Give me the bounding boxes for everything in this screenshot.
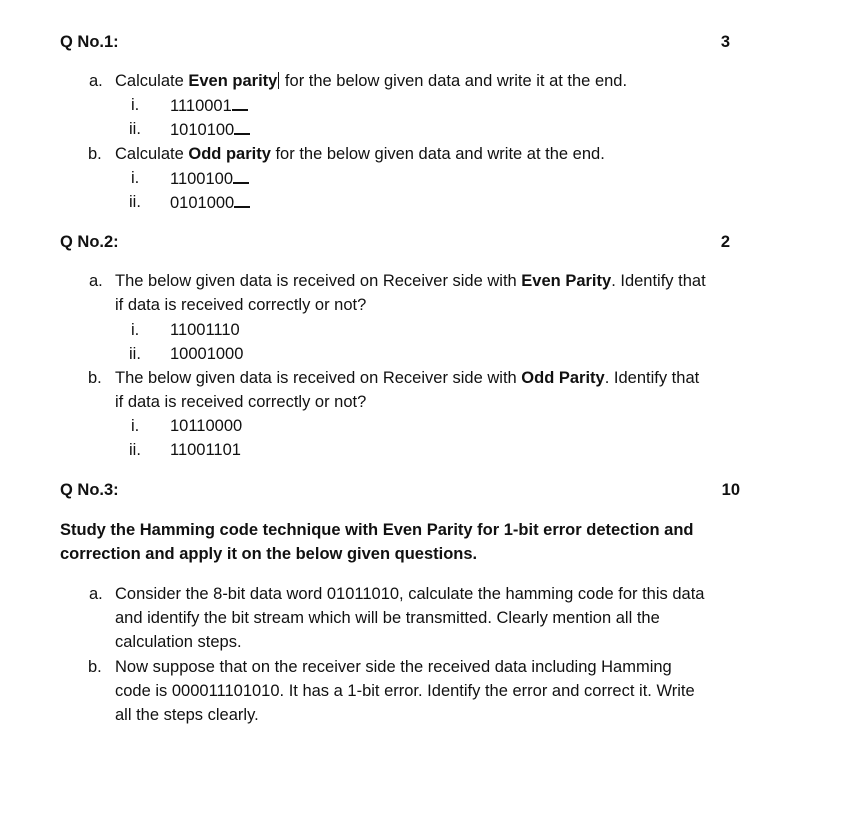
answer-blank	[232, 95, 248, 111]
q2a-item-num: i.	[131, 321, 140, 339]
q3b-line: all the steps clearly.	[115, 706, 259, 724]
q3b-line: code is 000011101010. It has a 1-bit error. Identify the error and correct it. Write	[115, 682, 695, 700]
q1a-pre: Calculate	[115, 72, 189, 90]
q1b-item	[170, 192, 250, 213]
q1b-item-value: 0101000	[170, 194, 235, 212]
q3-marks: 10	[721, 481, 740, 499]
q3a-line: Consider the 8-bit data word 01011010, calculate the hamming code for this data	[115, 585, 705, 603]
q1a-item	[170, 95, 248, 116]
answer-blank	[234, 119, 250, 135]
q1b-item	[170, 168, 249, 189]
q2b-item-value: 10110000	[170, 417, 243, 435]
q3b-letter: b.	[88, 658, 102, 676]
q3b-line: Now suppose that on the receiver side the received data including Hamming	[115, 658, 672, 676]
q1a-item-num: ii.	[129, 120, 141, 138]
q2b-text	[115, 368, 699, 388]
q1a-item	[170, 119, 250, 140]
q2b-post: . Identify that	[604, 369, 700, 387]
q2a-letter: a.	[89, 272, 103, 290]
q3-intro-line: Study the Hamming code technique with Even Parity for 1-bit error detection and	[60, 521, 694, 539]
q1a-text	[115, 71, 627, 91]
q2b-item-num: i.	[131, 417, 140, 435]
q2a-item-num: ii.	[129, 345, 141, 363]
q2a-text	[115, 271, 706, 291]
q3-intro-line: correction and apply it on the below given questions.	[60, 545, 478, 563]
q3a-line: calculation steps.	[115, 633, 242, 651]
q1a-item-value: 1010100	[170, 121, 235, 139]
q1a-letter: a.	[89, 72, 103, 90]
q1a-item-num: i.	[131, 96, 140, 114]
q1b-pre: Calculate	[115, 145, 189, 163]
q1b-item-num: ii.	[129, 193, 141, 211]
q2a-item-value: 11001110	[170, 321, 240, 339]
q1b-item-num: i.	[131, 169, 140, 187]
q2b-pre: The below given data is received on Receiver side with	[115, 369, 522, 387]
q2a-bold: Even Parity	[521, 272, 612, 290]
q2b-letter: b.	[88, 369, 102, 387]
q2b-line2: if data is received correctly or not?	[115, 393, 367, 411]
q2b-bold: Odd Parity	[521, 369, 605, 387]
q1b-letter: b.	[88, 145, 102, 163]
q1a-post: for the below given data and write it at the end.	[280, 72, 628, 90]
q3a-line: and identify the bit stream which will be transmitted. Clearly mention all the	[115, 609, 660, 627]
q1b-bold: Odd parity	[188, 145, 271, 163]
q1b-text	[115, 144, 605, 164]
q2a-post: . Identify that	[611, 272, 706, 290]
q1-marks: 3	[720, 33, 730, 51]
q1-heading: Q No.1:	[60, 33, 119, 51]
q2a-item-value: 10001000	[170, 345, 244, 363]
q1b-post: for the below given data and write at the end.	[270, 145, 605, 163]
q1a-item-value: 1110001	[170, 97, 232, 115]
q1a-bold: Even parity	[188, 72, 278, 90]
q2-marks: 2	[720, 233, 730, 251]
answer-blank	[233, 168, 249, 184]
q2a-line2: if data is received correctly or not?	[115, 296, 367, 314]
q2-heading: Q No.2:	[60, 233, 119, 251]
q3a-letter: a.	[89, 585, 103, 603]
q2b-item-num: ii.	[129, 441, 141, 459]
q1b-item-value: 1100100	[170, 170, 234, 188]
q3-heading: Q No.3:	[60, 481, 119, 499]
q2b-item-value: 11001101	[170, 441, 241, 459]
q2a-pre: The below given data is received on Receiver side with	[115, 272, 522, 290]
answer-blank	[234, 192, 250, 208]
